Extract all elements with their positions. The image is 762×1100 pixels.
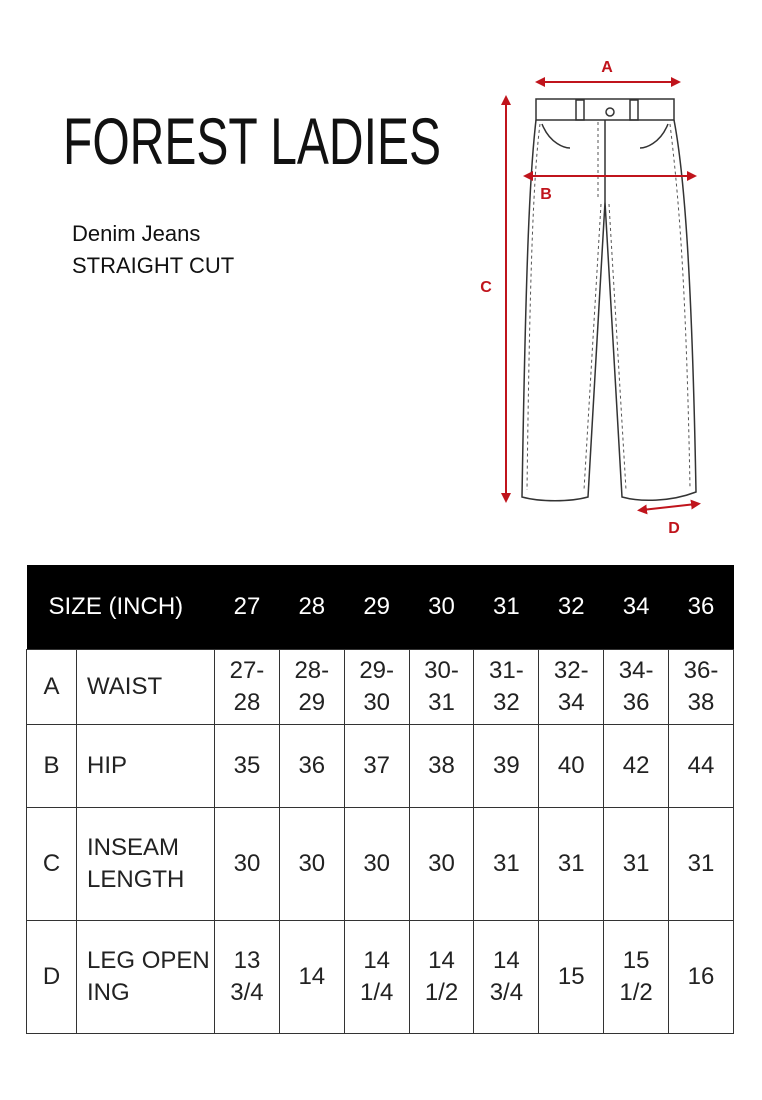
table-cell: 14 1/4	[344, 921, 409, 1034]
jeans-diagram	[470, 52, 710, 542]
table-cell: 30	[344, 808, 409, 921]
table-cell: 16	[669, 921, 734, 1034]
table-cell: 14	[279, 921, 344, 1034]
measure-d-label: D	[668, 520, 680, 537]
table-cell: 31	[669, 808, 734, 921]
row-code: A	[27, 650, 77, 725]
table-cell: 13 3/4	[215, 921, 280, 1034]
row-label: HIP	[77, 725, 215, 808]
size-header: 28	[279, 565, 344, 650]
size-header: 34	[604, 565, 669, 650]
table-cell: 29- 30	[344, 650, 409, 725]
table-cell: 14 1/2	[409, 921, 474, 1034]
table-cell: 32- 34	[539, 650, 604, 725]
size-header: 27	[215, 565, 280, 650]
table-cell: 14 3/4	[474, 921, 539, 1034]
table-cell: 34- 36	[604, 650, 669, 725]
size-header: 30	[409, 565, 474, 650]
product-name: Denim Jeans	[72, 221, 201, 246]
size-header: 29	[344, 565, 409, 650]
table-cell: 31- 32	[474, 650, 539, 725]
measure-d-line	[642, 504, 696, 510]
table-cell: 31	[539, 808, 604, 921]
jeans-stitching	[527, 122, 690, 490]
table-cell: 40	[539, 725, 604, 808]
table-cell: 15	[539, 921, 604, 1034]
size-chart-header	[27, 565, 734, 650]
table-cell: 30- 31	[409, 650, 474, 725]
measure-a-label: A	[601, 59, 613, 76]
table-row-waist	[27, 650, 734, 725]
table-cell: 44	[669, 725, 734, 808]
size-header: 31	[474, 565, 539, 650]
product-description	[72, 218, 234, 282]
row-label: WAIST	[77, 650, 215, 725]
measure-b-label: B	[540, 186, 552, 203]
table-cell: 15 1/2	[604, 921, 669, 1034]
table-cell: 35	[215, 725, 280, 808]
size-chart-table	[26, 565, 734, 1034]
product-cut: STRAIGHT CUT	[72, 253, 235, 278]
table-cell: 30	[409, 808, 474, 921]
table-cell: 30	[215, 808, 280, 921]
table-cell: 27- 28	[215, 650, 280, 725]
table-cell: 28- 29	[279, 650, 344, 725]
jeans-outline	[522, 99, 696, 501]
row-code: C	[27, 808, 77, 921]
measure-c-label: C	[480, 279, 492, 296]
table-cell: 36	[279, 725, 344, 808]
row-label: INSEAM LENGTH	[77, 808, 215, 921]
table-row-leg-opening	[27, 921, 734, 1034]
row-label: LEG OPENING	[77, 921, 215, 1034]
row-code: B	[27, 725, 77, 808]
table-cell: 39	[474, 725, 539, 808]
table-cell: 31	[604, 808, 669, 921]
table-row-hip	[27, 725, 734, 808]
table-row-inseam	[27, 808, 734, 921]
brand-title: FOREST LADIES	[63, 104, 441, 178]
table-cell: 37	[344, 725, 409, 808]
size-header: 36	[669, 565, 734, 650]
brand-logo	[63, 98, 463, 178]
table-cell: 42	[604, 725, 669, 808]
size-unit-header: SIZE (INCH)	[27, 565, 215, 650]
table-cell: 38	[409, 725, 474, 808]
table-cell: 36- 38	[669, 650, 734, 725]
row-code: D	[27, 921, 77, 1034]
size-header: 32	[539, 565, 604, 650]
table-cell: 30	[279, 808, 344, 921]
table-cell: 31	[474, 808, 539, 921]
